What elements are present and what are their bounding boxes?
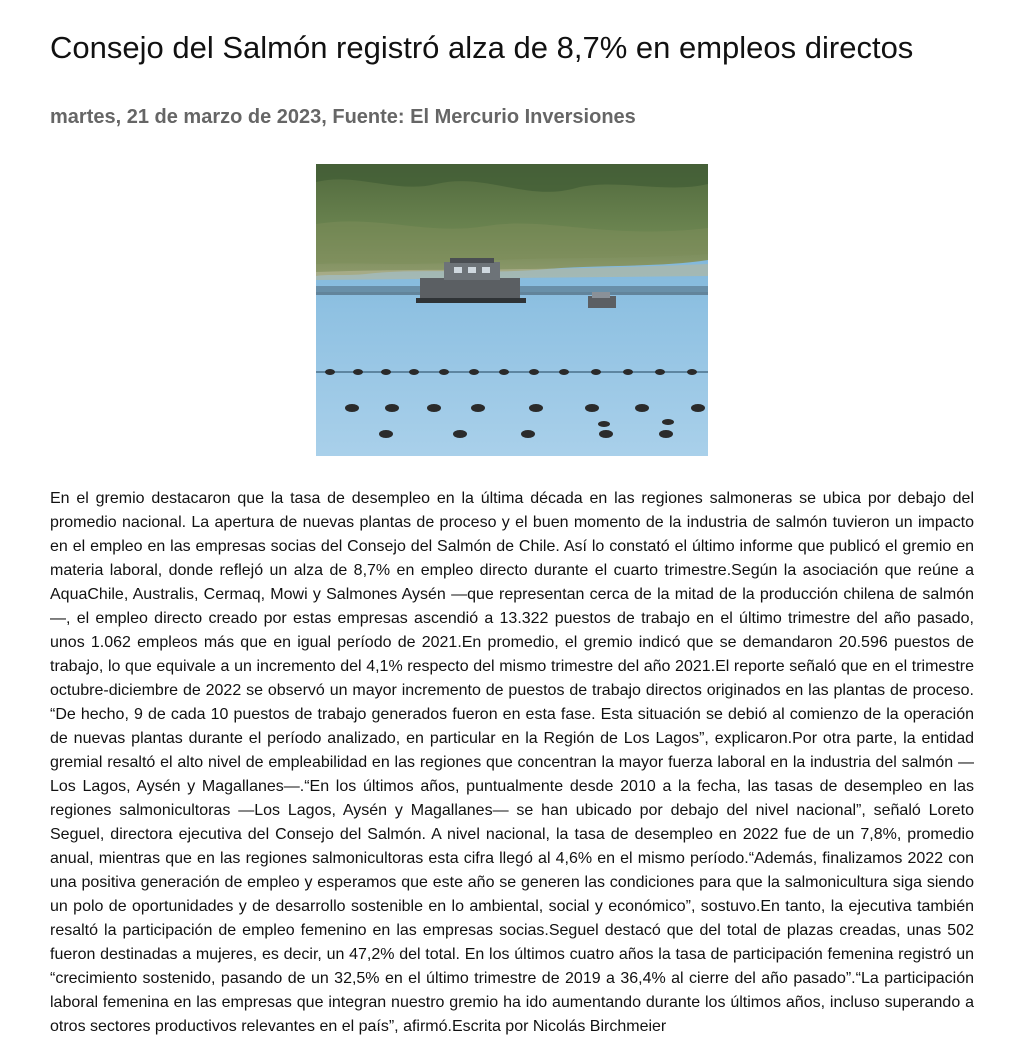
article-title: Consejo del Salmón registró alza de 8,7% en empleos directos — [50, 30, 914, 65]
article-photo — [316, 164, 708, 456]
article-body: En el gremio destacaron que la tasa de desempleo en la última década en las regiones salmoneras se ubica por debajo del promedio nacional. La apertura de nuevas plantas de proceso y el buen momento de la industria de salmón tuvieron un impacto en el empleo en las empresas socias del Consejo del Salmón de Chile. Así lo constató el último informe que publicó el gremio en materia laboral, donde reflejó un alza de 8,7% en empleo directo durante el cuarto trimestre.Según la asociación que reúne a AquaChile, Australis, Cermaq, Mowi y Salmones Aysén —que representan cerca de la mitad de la producción chilena de salmón —, el empleo directo creado por estas empresas ascendió a 13.322 puestos de trabajo en el último trimestre del año pasado, unos 1.062 empleos más que en igual período de 2021.En promedio, el gremio indicó que se demandaron 20.596 puestos de trabajo, lo que equivale a un incremento del 4,1% respecto del mismo trimestre del año 2021.El reporte señaló que en el trimestre octubre-diciembre de 2022 se observó un mayor incremento de puestos de trabajo directos originados en las plantas de proceso. “De hecho, 9 de cada 10 puestos de trabajo generados fueron en esta fase. Esta situación se debió al comienzo de la operación de nuevas plantas durante el período analizado, en particular en la Región de Los Lagos”, explicaron.Por otra parte, la entidad gremial resaltó el alto nivel de empleabilidad en las regiones que concentran la mayor fuerza laboral en la industria del salmón —Los Lagos, Aysén y Magallanes—.“En los últimos años, puntualmente desde 2010 a la fecha, las tasas de desempleo en las regiones salmonicultoras —Los Lagos, Aysén y Magallanes— se han ubicado por debajo del nivel nacional”, señaló Loreto Seguel, directora ejecutiva del Consejo del Salmón. A nivel nacional, la tasa de desempleo en 2022 fue de un 7,8%, promedio anual, mientras que en las regiones salmonicultoras esta cifra llegó al 4,6% en el mismo período.“Además, finalizamos 2022 con una positiva generación de empleo y esperamos que este año se generen las condiciones para que la salmonicultura siga siendo un polo de oportunidades y de desarrollo sostenible en lo ambiental, social y económico”, sostuvo.En tanto, la ejecutiva también resaltó la participación de empleo femenino en las empresas socias.Seguel destacó que del total de plazas creadas, unas 502 fueron destinadas a mujeres, es decir, un 47,2% del total. En los últimos cuatro años la tasa de participación femenina registró un “crecimiento sostenido, pasando de un 32,5% en el último trimestre de 2019 a 36,4% al cierre del año pasado”.“La participación laboral femenina en las empresas que integran nuestro gremio ha ido aumentando durante los últimos años, incluso superando a otros sectores productivos relevantes en el país”, afirmó.Escrita por Nicolás Birchmeier — [50, 490, 974, 1035]
article-date-source: martes, 21 de marzo de 2023, Fuente: El Mercurio Inversiones — [50, 106, 636, 128]
salmon-farm-photo — [316, 164, 708, 456]
